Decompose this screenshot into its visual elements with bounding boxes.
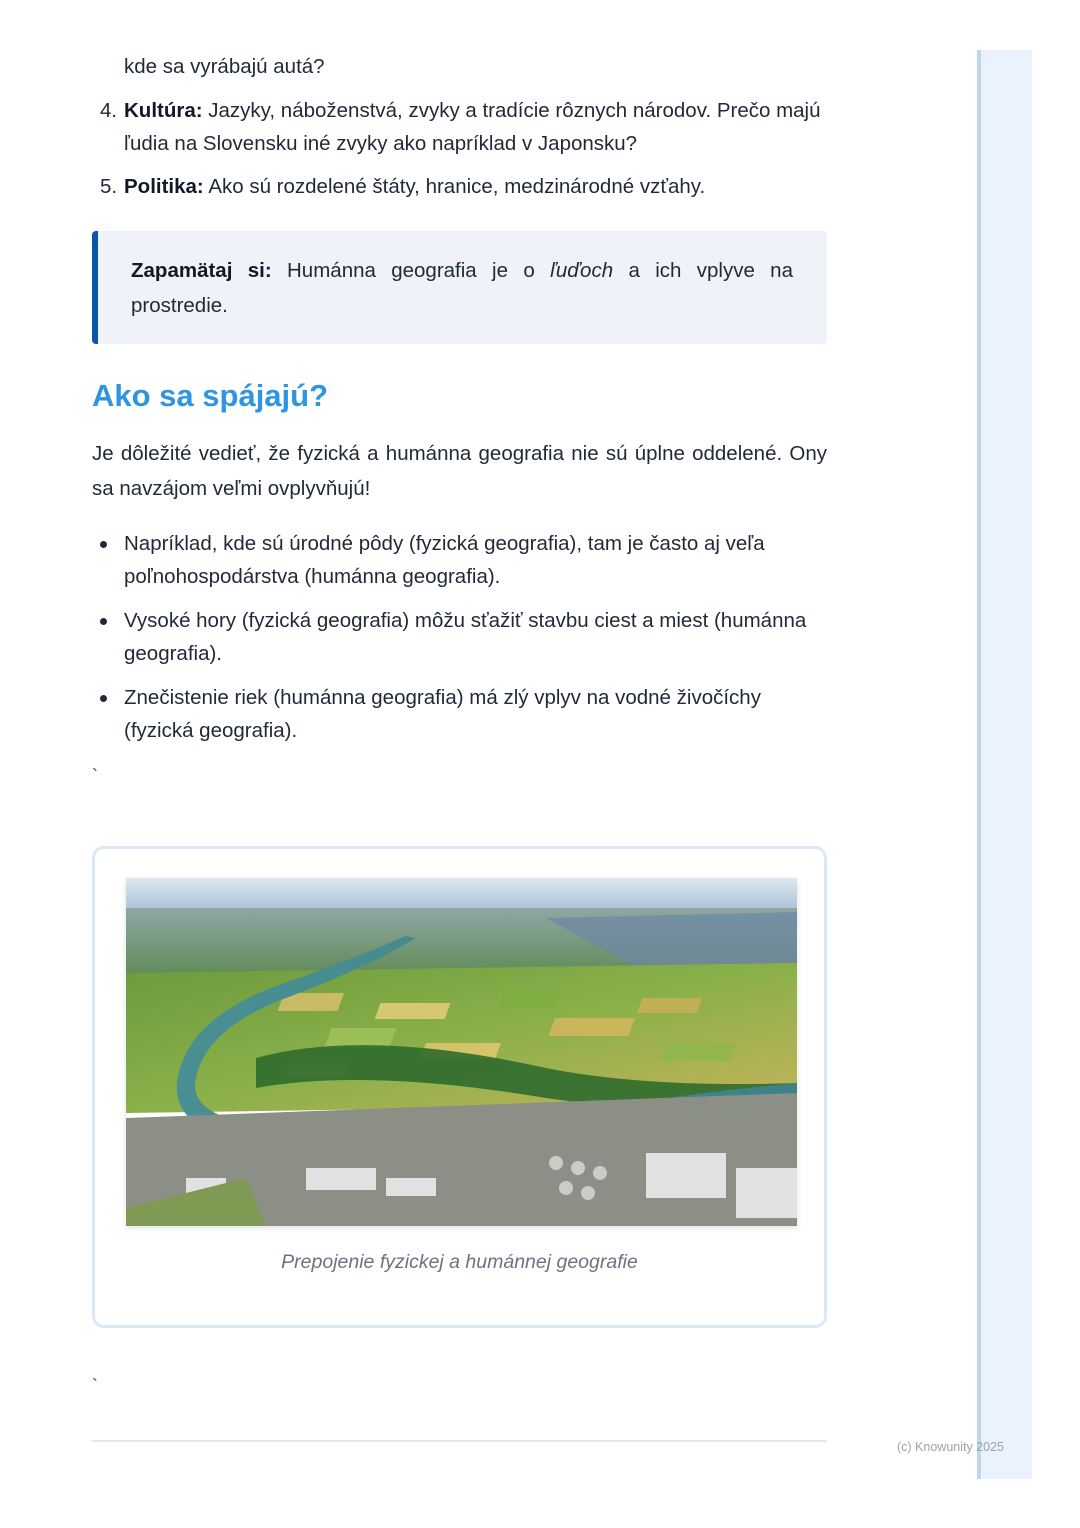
list-item-text: Jazyky, náboženstvá, zvyky a tradície rôznych národov. Prečo majú ľudia na Slovensku iné zvyky ako napríklad v Japonsku? (124, 99, 821, 155)
footer-divider (92, 1440, 827, 1442)
bullet-icon (100, 695, 107, 702)
list-item-label: Kultúra: (124, 99, 203, 122)
callout-label: Zapamätaj si: (131, 259, 272, 282)
list-item (92, 527, 827, 593)
callout-text: Humánna geografia je o (271, 259, 551, 282)
bullet-icon (100, 541, 107, 548)
callout-text-end: a ich vplyve na prostredie. (131, 259, 793, 317)
section-heading: Ako sa spájajú? (92, 378, 329, 413)
list-item (92, 681, 827, 747)
copyright-footer: (c) Knowunity 2025 (897, 1440, 1005, 1454)
decorative-sidebar (977, 50, 1032, 1479)
list-item-label: Politika: (124, 175, 204, 198)
stray-mark: ` (92, 766, 98, 786)
list-item (92, 170, 827, 203)
bullet-text: Napríklad, kde sú úrodné pôdy (fyzická geografia), tam je často aj veľa poľnohospodárstva (humánna geografia). (124, 532, 765, 588)
list-number: 4. (100, 99, 118, 122)
bullet-text: Vysoké hory (fyzická geografia) môžu sťažiť stavbu ciest a miest (humánna geografia). (124, 609, 807, 665)
aerial-river-landscape-photo-icon (126, 878, 797, 1226)
list-item (92, 604, 827, 670)
remember-callout (92, 231, 827, 344)
bullet-text: Znečistenie riek (humánna geografia) má zlý vplyv na vodné živočíchy (fyzická geografia). (124, 686, 761, 742)
image-figure (92, 846, 827, 1328)
stray-mark: ` (92, 1376, 98, 1396)
figure-caption: Prepojenie fyzickej a humánnej geografie (281, 1251, 638, 1273)
section-intro: Je dôležité vedieť, že fyzická a humánna geografia nie sú úplne oddelené. Ony sa navzájom veľmi ovplyvňujú! (92, 442, 827, 500)
bullet-icon (100, 618, 107, 625)
list-item-continuation: kde sa vyrábajú autá? (124, 55, 325, 78)
callout-emphasis: ľuďoch (550, 259, 614, 282)
list-number: 5. (100, 175, 118, 198)
list-item (92, 94, 827, 160)
numbered-list (92, 94, 827, 203)
bullet-list (92, 527, 827, 747)
list-item-text: Ako sú rozdelené štáty, hranice, medzinárodné vzťahy. (203, 175, 706, 198)
